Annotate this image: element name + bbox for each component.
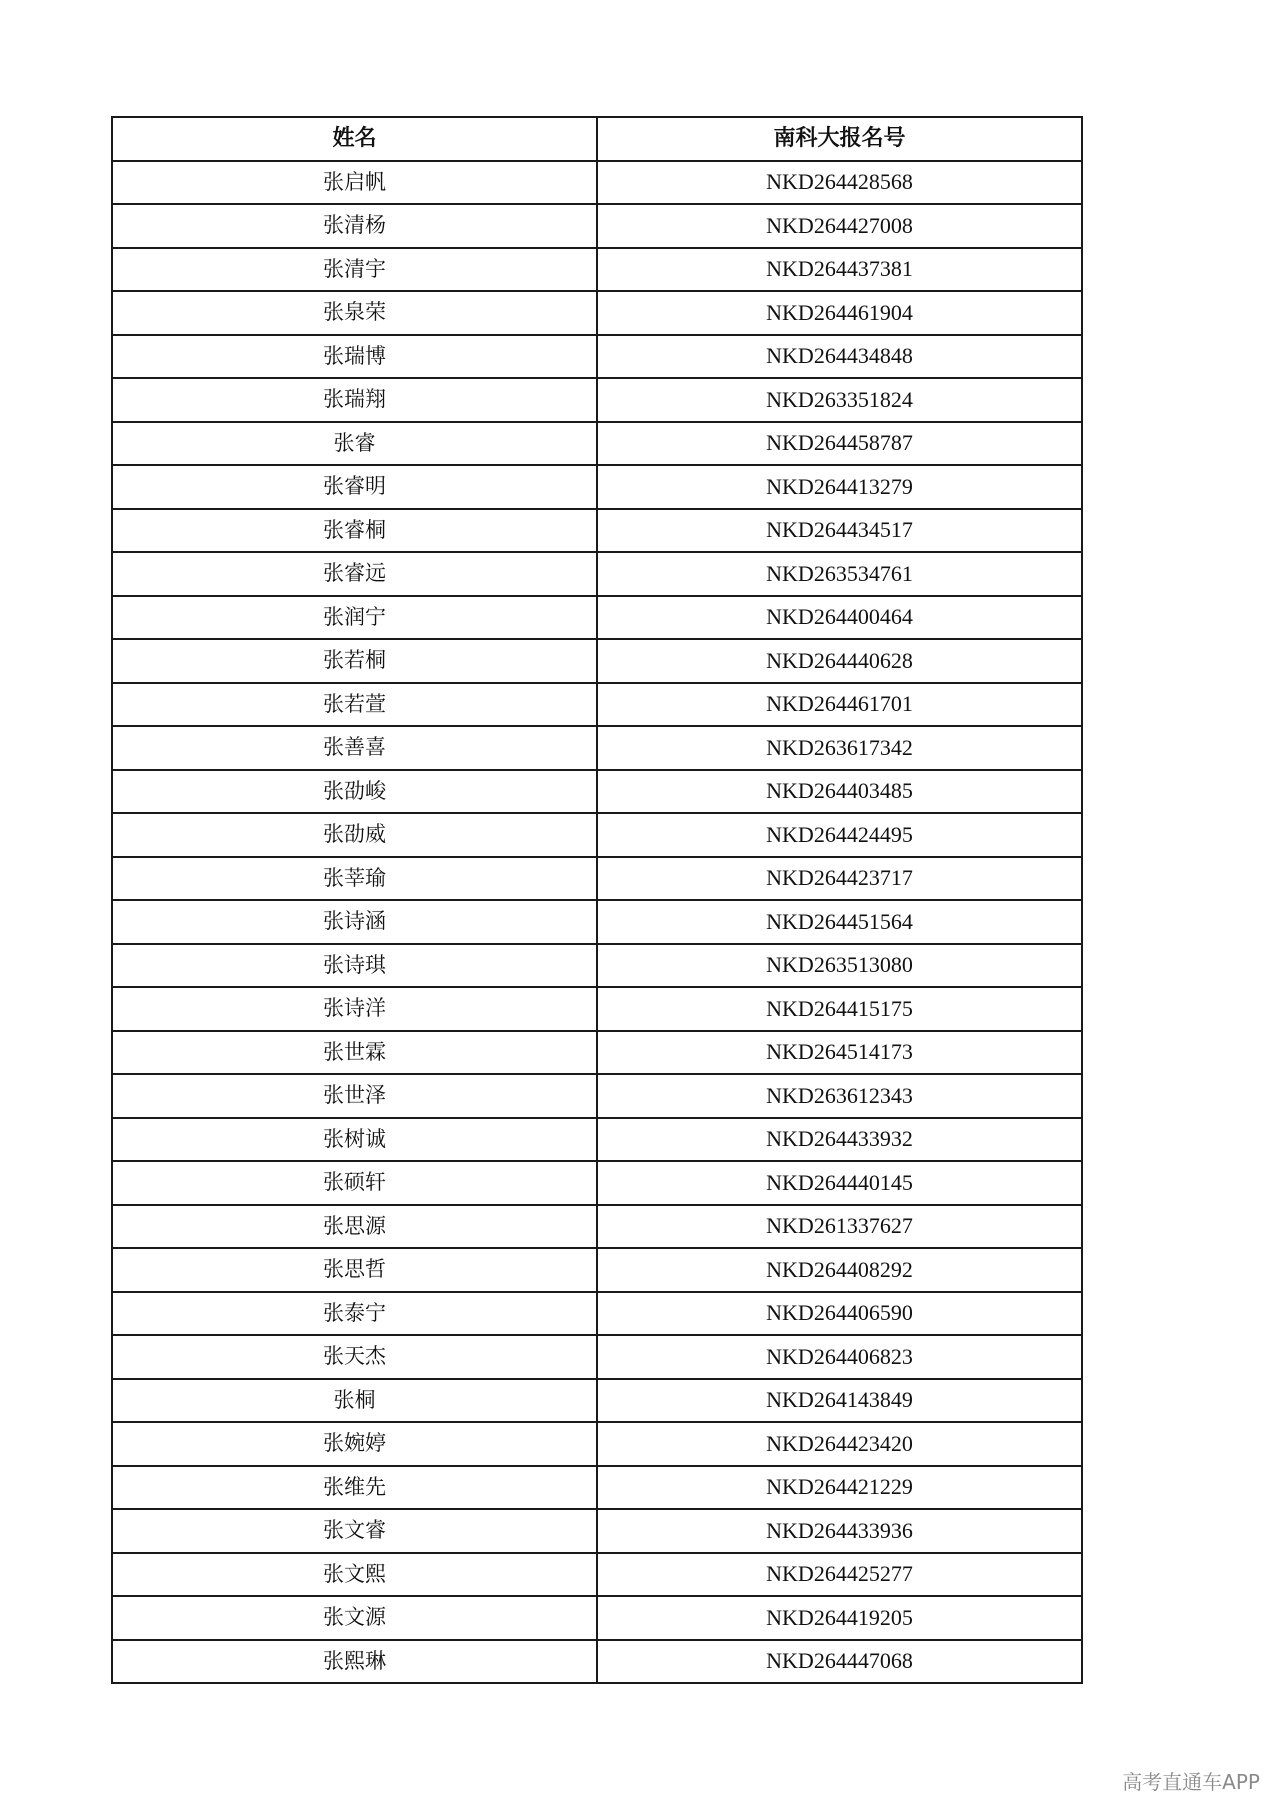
table-row [112,639,1082,683]
registration-number-cell: NKD264434517 [597,509,1082,553]
table-row [112,1379,1082,1423]
roster-table [111,116,1083,1684]
table-row [112,1161,1082,1205]
name-cell: 张天杰 [112,1335,597,1379]
table-row [112,1553,1082,1597]
registration-number-cell: NKD264423717 [597,857,1082,901]
registration-number-cell: NKD264406823 [597,1335,1082,1379]
registration-number-cell: NKD264440628 [597,639,1082,683]
header-registration-number: 南科大报名号 [597,117,1082,161]
registration-number-cell: NKD264424495 [597,813,1082,857]
table-row [112,378,1082,422]
name-cell: 张劭威 [112,813,597,857]
registration-number-cell: NKD264451564 [597,900,1082,944]
name-cell: 张瑞博 [112,335,597,379]
name-cell: 张熙琳 [112,1640,597,1684]
name-cell: 张诗洋 [112,987,597,1031]
registration-number-cell: NKD264413279 [597,465,1082,509]
name-cell: 张睿 [112,422,597,466]
table-row [112,1248,1082,1292]
registration-number-cell: NKD264423420 [597,1422,1082,1466]
name-cell: 张睿远 [112,552,597,596]
name-cell: 张莘瑜 [112,857,597,901]
registration-number-cell: NKD264434848 [597,335,1082,379]
name-cell: 张瑞翔 [112,378,597,422]
name-cell: 张文睿 [112,1509,597,1553]
registration-number-cell: NKD264461701 [597,683,1082,727]
table-row [112,248,1082,292]
name-cell: 张诗琪 [112,944,597,988]
table-row [112,335,1082,379]
table-row [112,1466,1082,1510]
name-cell: 张树诚 [112,1118,597,1162]
name-cell: 张睿桐 [112,509,597,553]
registration-number-cell: NKD264403485 [597,770,1082,814]
table-row [112,596,1082,640]
name-cell: 张润宁 [112,596,597,640]
registration-number-cell: NKD264408292 [597,1248,1082,1292]
name-cell: 张泰宁 [112,1292,597,1336]
name-cell: 张清杨 [112,204,597,248]
table-row [112,770,1082,814]
table-row [112,1292,1082,1336]
name-cell: 张若桐 [112,639,597,683]
registration-number-cell: NKD264406590 [597,1292,1082,1336]
registration-number-cell: NKD264433932 [597,1118,1082,1162]
name-cell: 张硕轩 [112,1161,597,1205]
name-cell: 张婉婷 [112,1422,597,1466]
table-row [112,857,1082,901]
table-row [112,900,1082,944]
registration-number-cell: NKD264415175 [597,987,1082,1031]
registration-number-cell: NKD263612343 [597,1074,1082,1118]
registration-number-cell: NKD263617342 [597,726,1082,770]
table-row [112,813,1082,857]
registration-number-cell: NKD264400464 [597,596,1082,640]
name-cell: 张启帆 [112,161,597,205]
table-row [112,1422,1082,1466]
table-row [112,1640,1082,1684]
registration-number-cell: NKD264437381 [597,248,1082,292]
table-row [112,683,1082,727]
table-row [112,987,1082,1031]
table-row [112,1596,1082,1640]
name-cell: 张世霖 [112,1031,597,1075]
registration-number-cell: NKD264514173 [597,1031,1082,1075]
table-row [112,204,1082,248]
name-cell: 张思源 [112,1205,597,1249]
registration-number-cell: NKD264458787 [597,422,1082,466]
name-cell: 张世泽 [112,1074,597,1118]
table-row [112,1509,1082,1553]
registration-number-cell: NKD264421229 [597,1466,1082,1510]
name-cell: 张若萱 [112,683,597,727]
registration-number-cell: NKD263513080 [597,944,1082,988]
name-cell: 张桐 [112,1379,597,1423]
name-cell: 张维先 [112,1466,597,1510]
registration-number-cell: NKD264461904 [597,291,1082,335]
registration-number-cell: NKD264143849 [597,1379,1082,1423]
table-row [112,465,1082,509]
name-cell: 张泉荣 [112,291,597,335]
watermark: 高考直通车APP [1122,1770,1260,1794]
table-row [112,509,1082,553]
name-cell: 张诗涵 [112,900,597,944]
registration-number-cell: NKD261337627 [597,1205,1082,1249]
header-row [112,117,1082,161]
name-cell: 张文源 [112,1596,597,1640]
table-row [112,1074,1082,1118]
registration-number-cell: NKD264428568 [597,161,1082,205]
table-row [112,422,1082,466]
registration-number-cell: NKD264425277 [597,1553,1082,1597]
registration-number-cell: NKD264427008 [597,204,1082,248]
registration-number-cell: NKD264440145 [597,1161,1082,1205]
name-cell: 张睿明 [112,465,597,509]
registration-number-cell: NKD263534761 [597,552,1082,596]
registration-number-cell: NKD264447068 [597,1640,1082,1684]
table-row [112,1031,1082,1075]
registration-number-cell: NKD264433936 [597,1509,1082,1553]
name-cell: 张善喜 [112,726,597,770]
registration-number-cell: NKD263351824 [597,378,1082,422]
name-cell: 张思哲 [112,1248,597,1292]
table-row [112,552,1082,596]
name-cell: 张清宇 [112,248,597,292]
table-row [112,944,1082,988]
table-header [112,117,1082,161]
name-cell: 张劭峻 [112,770,597,814]
table-row [112,726,1082,770]
table-row [112,161,1082,205]
table-row [112,1205,1082,1249]
header-name: 姓名 [112,117,597,161]
name-cell: 张文熙 [112,1553,597,1597]
table-row [112,1335,1082,1379]
table-row [112,291,1082,335]
registration-number-cell: NKD264419205 [597,1596,1082,1640]
table-row [112,1118,1082,1162]
table-body [112,161,1082,1684]
